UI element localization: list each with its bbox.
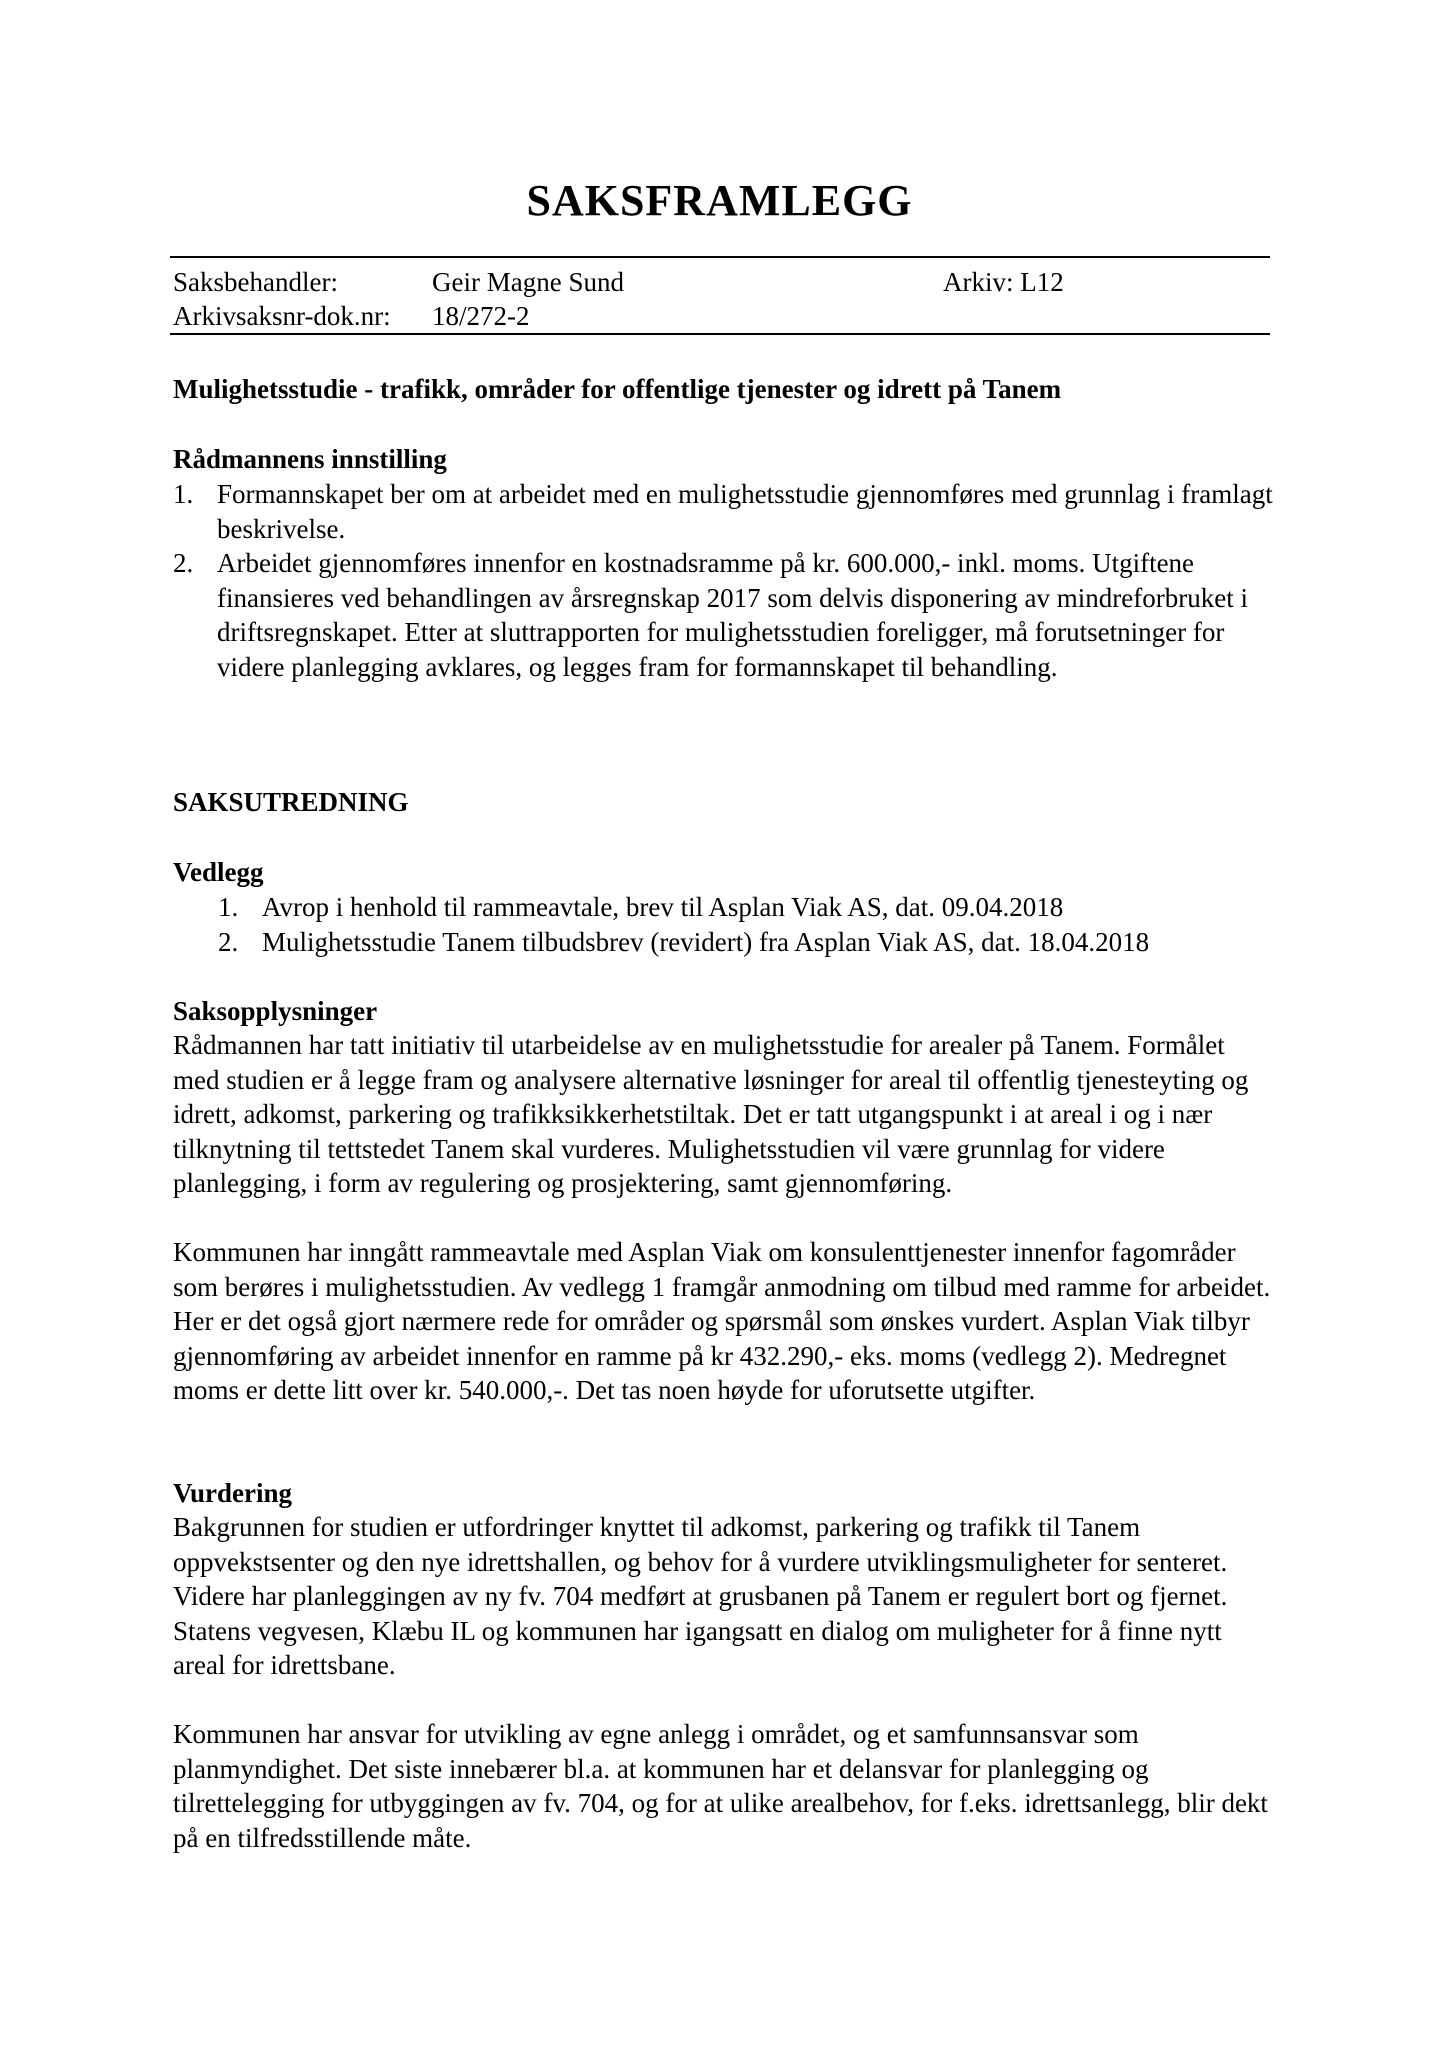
- document-title: SAKSFRAMLEGG: [526, 176, 913, 225]
- saksopplysninger-paragraph: Kommunen har inngått rammeavtale med Asplan Viak om konsulenttjenester innenfor fagområder som berøres i mulighetsstudien. Av vedlegg 1 framgår anmodning om tilbud med ramme for arbeidet. Her er det også gjort nærmere rede for områder og spørsmål som ønskes vurdert. Asplan Viak tilbyr gjennomføring av arbeidet innenfor en ramme på kr 432.290,- eks. moms (vedlegg 2). Medregnet moms er dette litt over kr. 540.000,-. Det tas noen høyde for uforutsette utgifter.: [173, 1237, 1271, 1406]
- innstilling-item: [173, 546, 1273, 684]
- vedlegg-item-text: Avrop i henhold til rammeavtale, brev til Asplan Viak AS, dat. 09.04.2018: [262, 892, 1064, 922]
- saksopplysninger-heading: Saksopplysninger: [173, 996, 378, 1026]
- innstilling-item-text: Formannskapet ber om at arbeidet med en mulighetsstudie gjennomføres med grunnlag i framlagt beskrivelse.: [217, 479, 1273, 544]
- vedlegg-item-number: 2.: [218, 926, 239, 957]
- saksopplysninger-paragraph: Rådmannen har tatt initiativ til utarbeidelse av en mulighetsstudie for arealer på Tanem. Formålet med studien er å legge fram og analysere alternative løsninger for areal til offentlig tjenesteyting og idrett, adkomst, parkering og trafikksikkerhetstiltak. Det er tatt utgangspunkt i at areal i og i nær tilknytning til tettstedet Tanem skal vurderes. Mulighetsstudien vil være grunnlag for videre planlegging, i form av regulering og prosjektering, samt gjennomføring.: [173, 1030, 1249, 1199]
- vurdering-heading: Vurdering: [173, 1478, 293, 1508]
- vurdering-paragraph: Bakgrunnen for studien er utfordringer knyttet til adkomst, parkering og trafikk til Tanem oppvekstsenter og den nye idrettshallen, og behov for å vurdere utviklingsmuligheter for senteret. Videre har planleggingen av ny fv. 704 medført at grusbanen på Tanem er regulert bort og fjernet. Statens vegvesen, Klæbu IL og kommunen har igangsatt en dialog om muligheter for å finne nytt areal for idrettsbane.: [173, 1512, 1228, 1681]
- innstilling-heading: Rådmannens innstilling: [173, 444, 447, 474]
- saksbehandler-label: Saksbehandler:: [173, 267, 338, 297]
- vedlegg-item-number: 1.: [218, 892, 239, 922]
- vedlegg-item: [173, 925, 1273, 960]
- arkivsaksnr-value: 18/272-2: [432, 301, 530, 331]
- vedlegg-item-text: Mulighetsstudie Tanem tilbudsbrev (revidert) fra Asplan Viak AS, dat. 18.04.2018: [262, 926, 1150, 957]
- innstilling-item-text: Arbeidet gjennomføres innenfor en kostnadsramme på kr. 600.000,- inkl. moms. Utgiftene finansieres ved behandlingen av årsregnskap 2017 som delvis disponering av mindreforbruket i driftsregnskapet. Etter at sluttrapporten for mulighetsstudien foreligger, må forutsetninger for videre planlegging avklares, og legges fram for formannskapet til behandling.: [217, 548, 1248, 682]
- subject-heading: Mulighetsstudie - trafikk, områder for offentlige tjenester og idrett på Tanem: [173, 374, 1062, 404]
- innstilling-item-number: 2.: [173, 548, 194, 579]
- innstilling-item-number: 1.: [173, 479, 194, 509]
- vedlegg-item: [173, 890, 1273, 925]
- saksbehandler-value: Geir Magne Sund: [432, 267, 624, 297]
- innstilling-item: [173, 477, 1273, 546]
- vedlegg-list: [173, 890, 1273, 959]
- vurdering-paragraph: Kommunen har ansvar for utvikling av egne anlegg i området, og et samfunnsansvar som planmyndighet. Det siste innebærer bl.a. at kommunen har et delansvar for planlegging og tilrettelegging for utbyggingen av fv. 704, og for at ulike arealbehov, for f.eks. idrettsanlegg, blir dekt på en tilfredsstillende måte.: [173, 1719, 1268, 1853]
- vedlegg-heading: Vedlegg: [173, 857, 264, 887]
- innstilling-list: [173, 477, 1273, 685]
- arkiv-value: Arkiv: L12: [943, 267, 1064, 297]
- saksutredning-heading: SAKSUTREDNING: [173, 787, 409, 817]
- header-top-rule: [170, 256, 1270, 258]
- header-bottom-rule: [170, 333, 1270, 335]
- arkivsaksnr-label: Arkivsaksnr-dok.nr:: [173, 301, 391, 331]
